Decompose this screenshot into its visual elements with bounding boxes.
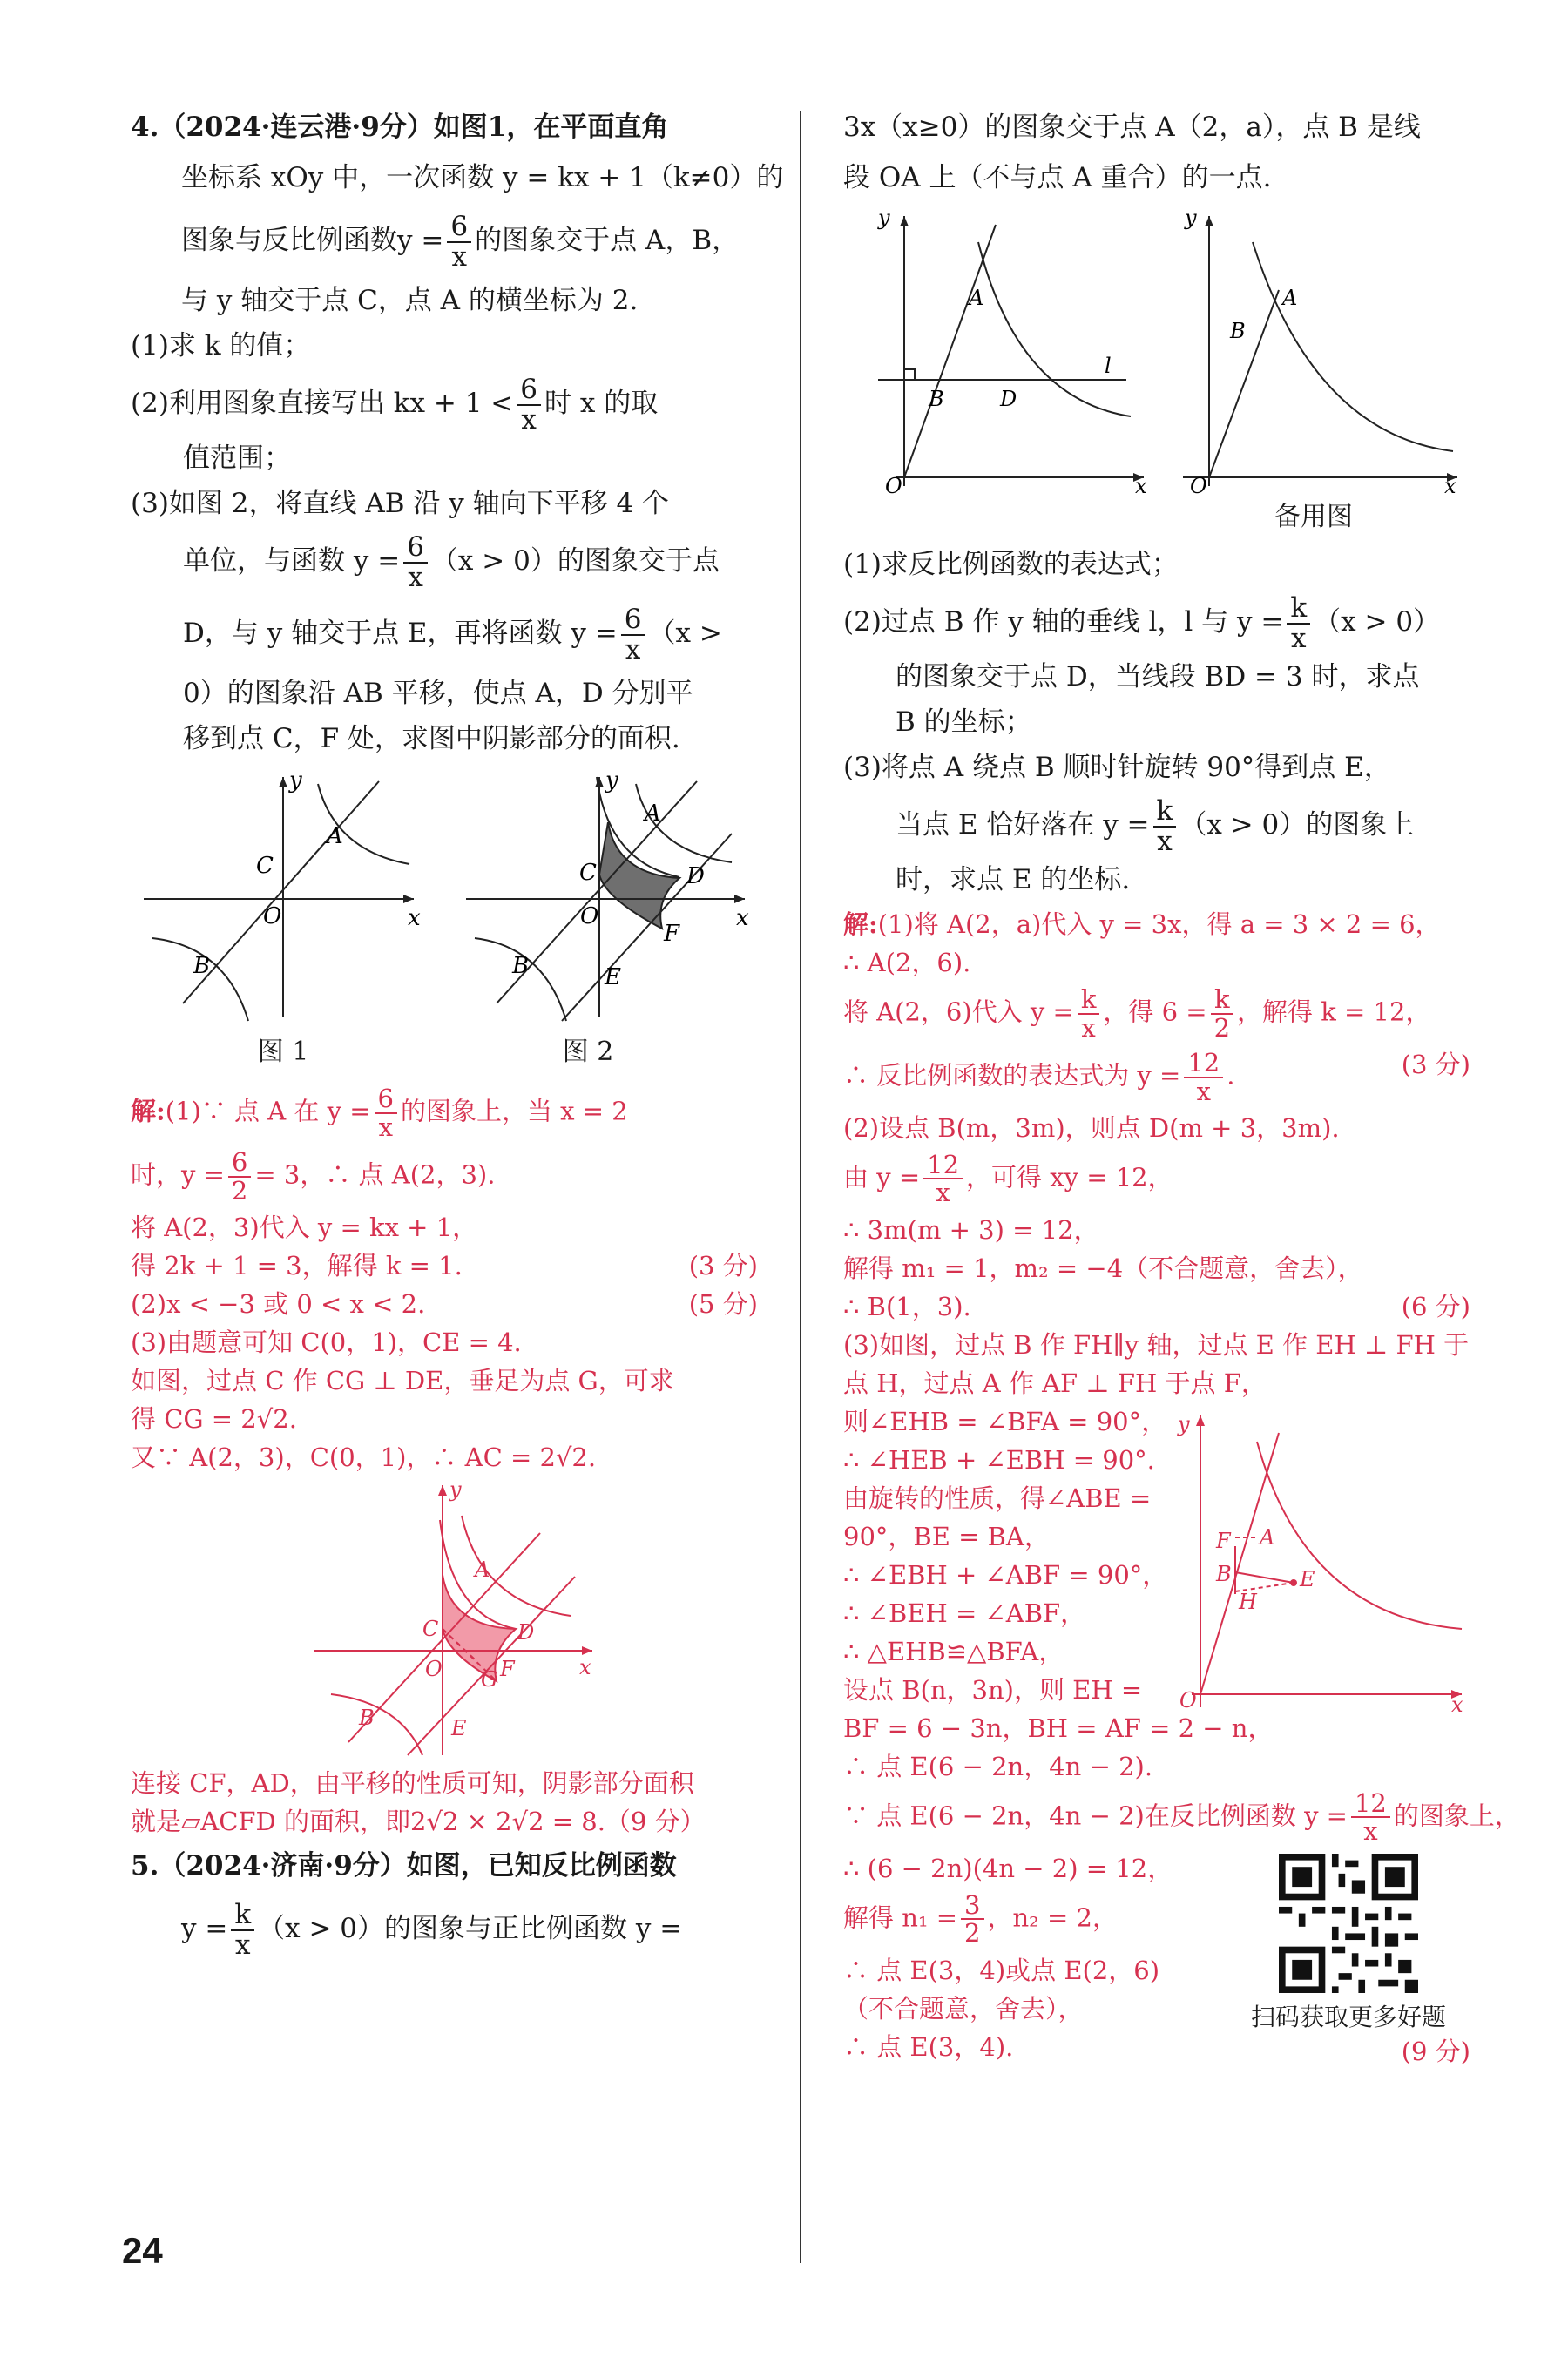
q5-solution-1 xyxy=(843,909,1470,939)
hyperbola-branch-2 xyxy=(475,938,566,1021)
q5-part-2-text: (2)过点 B 作 y 轴的垂线 l，l 与 y = xyxy=(843,606,1284,638)
q5-line-2-tail: （x > 0）的图象与正比例函数 y = xyxy=(258,1913,683,1945)
q4-solution-5 xyxy=(131,1289,758,1319)
q5-step-5: ∴ ∠EBH + ∠ABF = 90°， xyxy=(843,1559,1168,1590)
label-o: O xyxy=(1179,1687,1197,1712)
q5-solution-3-tail: ，解得 k = 12， xyxy=(1237,997,1431,1027)
label-b: B xyxy=(359,1706,375,1731)
hyperbola xyxy=(1253,242,1453,451)
label-y: y xyxy=(1185,207,1197,230)
q4-solution-8: 得 CG = 2√2. xyxy=(131,1404,297,1435)
label-y: y xyxy=(449,1481,462,1503)
solution-label: 解: xyxy=(843,909,878,940)
fraction-num: k xyxy=(1153,797,1177,828)
q5-solution-6 xyxy=(843,1149,1470,1208)
fraction-num: 6 xyxy=(375,1085,397,1113)
label-c: C xyxy=(256,853,274,880)
label-f: F xyxy=(1216,1528,1231,1553)
label-d: D xyxy=(517,1620,535,1645)
q4-part-3-line-2 xyxy=(131,533,758,591)
q4-solution-2-tail: = 3，∴ 点 A(2，3). xyxy=(254,1159,496,1190)
fraction-num: k xyxy=(1078,986,1100,1014)
q5-step-11-text: ∵ 点 E(6 − 2n，4n − 2)在反比例函数 y = xyxy=(843,1801,1348,1831)
q5-solution-3-text: 将 A(2，6)代入 y = xyxy=(843,997,1074,1027)
q4-solution-5-text: (2)x < −3 或 0 < x < 2. xyxy=(131,1289,426,1320)
q5-step-16: ∴ 点 E(3，4). xyxy=(843,2031,1014,2062)
column-divider xyxy=(800,111,801,2263)
q5-solution-1-text: (1)将 A(2，a)代入 y = 3x，得 a = 3 × 2 = 6， xyxy=(877,909,1441,940)
fraction xyxy=(228,1149,251,1204)
hyperbola-branch-2 xyxy=(152,938,248,1021)
q4-solution-1-tail: 的图象上，当 x = 2 xyxy=(400,1096,628,1126)
q5-solution-9 xyxy=(843,1292,1470,1321)
q4-solution-2 xyxy=(131,1149,758,1204)
q5-figure-main xyxy=(878,216,1144,486)
q5-step-2: ∴ ∠HEB + ∠EBH = 90°. xyxy=(843,1444,1155,1475)
fraction-den: 2 xyxy=(964,1918,981,1949)
label-a: A xyxy=(1260,1524,1275,1550)
q5-solution-11: 点 H，过点 A 作 AF ⊥ FH 于点 F， xyxy=(843,1368,1267,1398)
label-b: B xyxy=(193,953,211,980)
q5-solution-steps xyxy=(843,1407,1174,1713)
label-y: y xyxy=(1178,1411,1190,1436)
q5-part-2-tail: （x > 0） xyxy=(1314,606,1441,638)
label-f: F xyxy=(500,1657,515,1682)
label-a: A xyxy=(327,823,343,850)
fraction xyxy=(517,375,541,434)
q4-line-2: 坐标系 xOy 中，一次函数 y = kx + 1（k≠0）的 xyxy=(181,162,784,193)
q5-line-2 xyxy=(131,1901,758,1959)
figure-1 xyxy=(144,777,414,1021)
q5-line-3: 3x（x≥0）的图象交于点 A（2，a），点 B 是线 xyxy=(843,111,1421,143)
q4-part-3-line-3-tail: （x > xyxy=(648,618,722,650)
label-x: x xyxy=(1135,474,1147,495)
q5-figures xyxy=(843,207,1470,495)
q4-line-3-text: 图象与反比例函数y = xyxy=(181,225,444,257)
q4-solution-figure xyxy=(131,1481,758,1760)
x-axis-arrow xyxy=(734,895,745,903)
q4-part-3-line-3-text: D，与 y 轴交于点 E，再将函数 y = xyxy=(183,618,618,650)
right-column xyxy=(843,111,1520,2071)
q5-solution-8: 解得 m₁ = 1，m₂ = −4（不合题意，舍去）， xyxy=(843,1253,1363,1283)
q5-step-9: BF = 6 − 3n，BH = AF = 2 − n， xyxy=(843,1713,1274,1743)
q5-step-1: 则∠EHB = ∠BFA = 90°， xyxy=(843,1406,1167,1436)
score-3: (3 分) xyxy=(688,1251,758,1281)
q5-part-3-line-2-text: 当点 E 恰好落在 y = xyxy=(896,809,1150,841)
q5-part-3: (3)将点 A 绕点 B 顺时针旋转 90°得到点 E， xyxy=(843,752,1391,784)
q4-solution-2-text: 时，y = xyxy=(131,1159,225,1190)
q4-line-3 xyxy=(131,213,758,271)
label-o: O xyxy=(425,1657,443,1682)
q4-part-2-text: (2)利用图象直接写出 kx + 1 < xyxy=(131,388,514,420)
q4-part-3-line-5: 移到点 C，F 处，求图中阴影部分的面积. xyxy=(183,723,680,755)
score-3: (3 分) xyxy=(1401,1050,1470,1080)
fraction-num: 12 xyxy=(1351,1790,1390,1818)
point-e xyxy=(1290,1579,1297,1586)
q5-solution-figure xyxy=(1174,1407,1470,1712)
label-c: C xyxy=(422,1617,439,1642)
q4-figures xyxy=(131,768,758,1030)
y-axis-arrow xyxy=(438,1485,447,1496)
backup-figure-caption: 备用图 xyxy=(1274,502,1353,532)
fraction-den: x xyxy=(1291,622,1307,654)
y-axis-arrow xyxy=(900,216,909,226)
page-number: 24 xyxy=(122,2230,163,2271)
solution-label: 解: xyxy=(131,1096,166,1126)
fraction-num: 6 xyxy=(447,213,471,243)
label-b: B xyxy=(1216,1561,1232,1586)
q4-part-3-line-2-text: 单位，与函数 y = xyxy=(183,545,401,578)
q4-solution-10: 连接 CF，AD，由平移的性质可知，阴影部分面积 xyxy=(131,1768,694,1799)
fraction xyxy=(1287,594,1310,652)
q5-line-1: 5.（2024·济南·9分）如图，已知反比例函数 xyxy=(131,1850,677,1882)
label-g: G xyxy=(481,1667,498,1692)
fraction-den: x xyxy=(451,240,467,273)
fraction xyxy=(375,1085,397,1140)
label-y: y xyxy=(605,768,618,794)
qr-caption: 扫码获取更多好题 xyxy=(1250,2002,1446,2031)
q4-solution-4-text: 得 2k + 1 = 3，解得 k = 1. xyxy=(131,1251,463,1281)
label-a: A xyxy=(475,1557,490,1583)
q5-solution-7: ∴ 3m(m + 3) = 12， xyxy=(843,1214,1099,1245)
q4-solution-4 xyxy=(131,1251,758,1280)
q5-line-4: 段 OA 上（不与点 A 重合）的一点. xyxy=(843,162,1272,193)
q5-step-6: ∴ ∠BEH = ∠ABF， xyxy=(843,1598,1086,1628)
q5-step-15: （不合题意，舍去）， xyxy=(843,1993,1084,2024)
solution-figure-lines xyxy=(314,1485,592,1755)
q5-solution-6-text: 由 y = xyxy=(843,1162,921,1193)
q5-step-11-tail: 的图象上， xyxy=(1393,1801,1520,1831)
hyperbola xyxy=(1257,1442,1462,1629)
label-x: x xyxy=(1444,474,1456,495)
label-e: E xyxy=(451,1716,467,1741)
label-x: x xyxy=(1451,1692,1463,1712)
q5-step-7: ∴ △EHB≌△BFA， xyxy=(843,1636,1064,1666)
q4-part-3-line-3 xyxy=(131,605,758,664)
q4-part-3-line-2-tail: （x > 0）的图象交于点 xyxy=(430,545,720,578)
y-axis-arrow xyxy=(1196,1415,1205,1426)
x-axis-arrow xyxy=(403,895,414,903)
score-6: (6 分) xyxy=(1401,1291,1470,1321)
fraction-num: 6 xyxy=(403,533,428,564)
q5-part-3-line-3: 时，求点 E 的坐标. xyxy=(896,864,1131,896)
right-angle-mark xyxy=(904,369,915,380)
hyperbola-branch-2 xyxy=(331,1694,422,1755)
label-l: l xyxy=(1105,354,1112,378)
qr-block xyxy=(1227,1854,1470,2071)
q5-step-11 xyxy=(843,1787,1520,1847)
label-a: A xyxy=(1282,286,1298,310)
label-y: y xyxy=(289,768,302,794)
line-ab xyxy=(348,1533,540,1742)
q5-step-8: 设点 B(n，3n)，则 EH = xyxy=(843,1674,1143,1705)
fraction-den: x xyxy=(1157,825,1173,857)
q5-step-12: ∴ (6 − 2n)(4n − 2) = 12， xyxy=(843,1853,1173,1883)
fraction xyxy=(621,605,645,664)
label-f: F xyxy=(664,921,680,948)
q4-figure-captions xyxy=(131,1030,758,1068)
fraction-num: k xyxy=(231,1901,254,1931)
label-c: C xyxy=(579,860,597,887)
label-h: H xyxy=(1239,1589,1257,1614)
fraction-den: x xyxy=(625,633,641,666)
fraction xyxy=(1184,1050,1223,1105)
q4-solution-9: 又∵ A(2，3)，C(0，1)，∴ AC = 2√2. xyxy=(131,1443,597,1473)
x-axis-arrow xyxy=(582,1646,592,1655)
q5-part-2-line-2: 的图象交于点 D，当线段 BD = 3 时，求点 xyxy=(896,661,1420,693)
q4-part-1: (1)求 k 的值； xyxy=(131,330,311,362)
q5-step-13 xyxy=(843,1889,1227,1949)
fraction-den: x xyxy=(1081,1012,1096,1043)
label-d: D xyxy=(686,863,705,890)
fraction-num: 6 xyxy=(228,1149,251,1177)
q4-solution-3: 将 A(2，3)代入 y = kx + 1， xyxy=(131,1213,478,1243)
left-column xyxy=(131,111,784,1973)
fraction xyxy=(961,1889,983,1949)
fraction-num: 6 xyxy=(621,605,645,636)
fraction-den: x xyxy=(1196,1076,1211,1106)
label-a: A xyxy=(969,286,984,310)
label-b: B xyxy=(1230,319,1246,343)
q5-step-13-text: 解得 n₁ = xyxy=(843,1902,958,1933)
q4-solution-6: (3)由题意可知 C(0，1)，CE = 4. xyxy=(131,1328,522,1358)
fraction-num: 3 xyxy=(961,1892,983,1920)
q5-final-block xyxy=(843,1854,1470,2071)
fraction xyxy=(231,1901,254,1959)
q5-solution-10: (3)如图，过点 B 作 FH∥y 轴，过点 E 作 EH ⊥ FH 于 xyxy=(843,1329,1470,1360)
q4-line-4: 与 y 轴交于点 C，点 A 的横坐标为 2. xyxy=(181,285,639,317)
q5-part-2-line-3: B 的坐标； xyxy=(896,706,1032,739)
q5-solution-6-tail: ，可得 xy = 12， xyxy=(966,1162,1173,1193)
q4-part-3-line-4: 0）的图象沿 AB 平移，使点 A，D 分别平 xyxy=(183,678,693,710)
q4-part-2-cont: 值范围； xyxy=(183,443,291,475)
q5-step-13-tail: ，n₂ = 2， xyxy=(987,1902,1118,1933)
fraction xyxy=(1211,986,1233,1041)
fraction-num: 12 xyxy=(1184,1050,1223,1078)
q5-solution-2: ∴ A(2，6). xyxy=(843,948,971,978)
label-x: x xyxy=(736,905,749,932)
q5-solution-4 xyxy=(843,1050,1470,1105)
fraction xyxy=(403,533,428,591)
q4-part-2 xyxy=(131,375,758,434)
line-ab xyxy=(183,781,379,1003)
q5-step-10: ∴ 点 E(6 − 2n，4n − 2). xyxy=(843,1751,1153,1781)
solution-figure-lines xyxy=(1192,1415,1462,1707)
q5-solution-4-text: ∴ 反比例函数的表达式为 y = xyxy=(843,1060,1181,1091)
label-x: x xyxy=(408,905,421,932)
q4-solution-7: 如图，过点 C 作 CG ⊥ DE，垂足为点 G，可求 xyxy=(131,1366,674,1396)
q5-figure-backup xyxy=(1183,216,1457,486)
fraction-den: x xyxy=(235,1929,251,1961)
score-9: (9 分) xyxy=(1401,2036,1470,2066)
fraction-den: x xyxy=(408,561,423,593)
figure-2-caption: 图 2 xyxy=(562,1037,614,1068)
q5-part-1: (1)求反比例函数的表达式； xyxy=(843,549,1179,580)
q5-solution-5: (2)设点 B(m，3m)，则点 D(m + 3，3m). xyxy=(843,1112,1340,1143)
fraction xyxy=(1078,986,1100,1041)
fraction-den: x xyxy=(1363,1816,1378,1847)
q5-solution-4-period: . xyxy=(1227,1060,1235,1091)
q4-part-3: (3)如图 2，将直线 AB 沿 y 轴向下平移 4 个 xyxy=(131,488,670,520)
q5-step-14: ∴ 点 E(3，4)或点 E(2，6) xyxy=(843,1955,1160,1985)
q4-line-1: 4.（2024·连云港·9分）如图1，在平面直角 xyxy=(131,111,669,143)
fraction-num: k xyxy=(1287,594,1310,625)
q5-final-steps xyxy=(843,1854,1227,2071)
label-e: E xyxy=(605,964,621,991)
label-e: E xyxy=(1300,1566,1315,1591)
q5-line-2-text: y = xyxy=(181,1913,228,1945)
q5-part-2 xyxy=(843,594,1470,652)
label-o: O xyxy=(885,474,902,495)
q5-step-4: 90°，BE = BA， xyxy=(843,1521,1050,1551)
fraction-den: 2 xyxy=(231,1175,248,1206)
q5-step-3: 由旋转的性质，得∠ABE = xyxy=(843,1483,1152,1513)
label-a: A xyxy=(645,801,661,828)
label-o: O xyxy=(1190,474,1207,495)
q5-solution-block-with-figure xyxy=(843,1407,1470,1713)
q5-part-3-line-2 xyxy=(843,797,1470,855)
label-x: x xyxy=(579,1655,591,1680)
q4-solution-1-text: (1)∵ 点 A 在 y = xyxy=(165,1096,371,1126)
fraction-den: x xyxy=(378,1111,393,1142)
line-oa xyxy=(904,225,996,477)
q4-line-3-tail: 的图象交于点 A，B， xyxy=(475,225,740,257)
label-b: B xyxy=(929,387,944,411)
fraction xyxy=(447,213,471,271)
q4-part-2-tail: 时 x 的取 xyxy=(544,388,659,420)
label-o: O xyxy=(263,903,282,930)
segment-be xyxy=(1235,1572,1294,1583)
label-y: y xyxy=(878,207,890,230)
fraction-den: x xyxy=(521,403,537,436)
q5-solution-9-text: ∴ B(1，3). xyxy=(843,1291,971,1321)
fraction xyxy=(1153,797,1177,855)
q5-solution-3 xyxy=(843,986,1470,1041)
fraction-num: k xyxy=(1211,986,1233,1014)
figure-1-caption: 图 1 xyxy=(257,1037,309,1068)
q5-part-3-line-2-tail: （x > 0）的图象上 xyxy=(1179,809,1415,841)
q4-solution-1 xyxy=(131,1085,758,1140)
fraction xyxy=(923,1149,963,1208)
fraction-den: 2 xyxy=(1213,1012,1231,1043)
y-axis-arrow xyxy=(279,777,287,787)
fraction-den: x xyxy=(936,1178,950,1208)
q5-solution-3-mid: ，得 6 = xyxy=(1103,997,1207,1027)
label-d: D xyxy=(1000,387,1017,411)
label-o: O xyxy=(580,903,599,930)
qr-code-icon[interactable] xyxy=(1279,1854,1418,1993)
fraction-num: 12 xyxy=(923,1152,963,1179)
y-axis-arrow xyxy=(1205,216,1213,226)
fraction-num: 6 xyxy=(517,375,541,406)
fraction xyxy=(1351,1787,1390,1847)
label-b: B xyxy=(512,953,530,980)
q4-solution-11: 就是▱ACFD 的面积，即2√2 × 2√2 = 8.（9 分） xyxy=(131,1807,706,1837)
score-5: (5 分) xyxy=(688,1289,758,1320)
